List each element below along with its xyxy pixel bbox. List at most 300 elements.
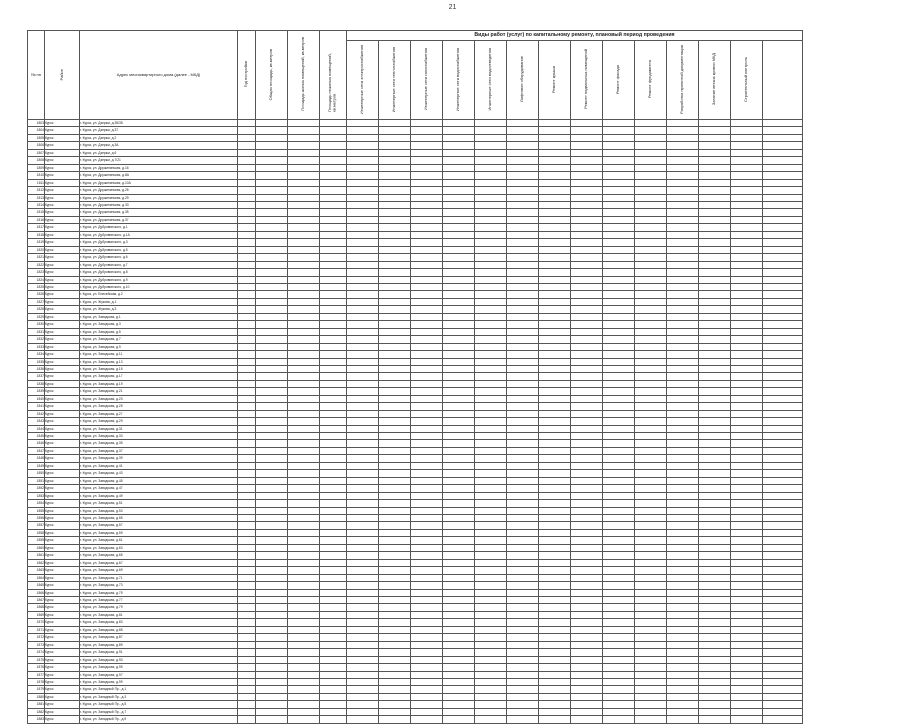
cell-work	[635, 351, 667, 358]
cell-work	[763, 529, 803, 536]
table-row	[28, 246, 803, 253]
cell-work	[731, 201, 763, 208]
cell-work	[635, 313, 667, 320]
cell-work	[443, 597, 475, 604]
cell-work	[603, 365, 635, 372]
cell-area	[256, 276, 288, 283]
cell-work	[411, 149, 443, 156]
cell-work	[411, 522, 443, 529]
cell-work	[763, 403, 803, 410]
cell-no: 1877	[28, 671, 45, 678]
cell-work	[379, 597, 411, 604]
cell-work	[635, 179, 667, 186]
cell-no: 1809	[28, 164, 45, 171]
cell-work	[635, 373, 667, 380]
cell-work	[603, 239, 635, 246]
cell-year	[238, 544, 256, 551]
cell-area	[256, 626, 288, 633]
cell-address: г. Курск, ул. Заводская, д.69	[80, 567, 238, 574]
cell-work	[571, 298, 603, 305]
cell-work	[603, 291, 635, 298]
cell-district: Курск	[45, 358, 80, 365]
cell-area-nonres	[320, 365, 347, 372]
cell-no: 1880	[28, 693, 45, 700]
cell-work	[731, 209, 763, 216]
cell-year	[238, 619, 256, 626]
cell-work	[603, 343, 635, 350]
cell-work	[507, 313, 539, 320]
cell-area-res	[288, 410, 320, 417]
cell-work	[507, 522, 539, 529]
col-header-area	[256, 31, 288, 120]
cell-year	[238, 276, 256, 283]
cell-work	[731, 291, 763, 298]
cell-work	[411, 231, 443, 238]
cell-address: г. Курск, ул. Дубровинского, д.1	[80, 224, 238, 231]
cell-work	[539, 261, 571, 268]
cell-work	[475, 142, 507, 149]
cell-work	[507, 664, 539, 671]
cell-area	[256, 209, 288, 216]
cell-work	[475, 604, 507, 611]
cell-work	[667, 626, 699, 633]
cell-work	[379, 283, 411, 290]
cell-work	[507, 410, 539, 417]
col-header-w8-label: Ремонт подвальных помещений	[583, 49, 589, 110]
cell-work	[347, 246, 379, 253]
cell-work	[763, 201, 803, 208]
cell-work	[507, 529, 539, 536]
cell-work	[443, 626, 475, 633]
cell-address: г. Курск, ул. Заводская, д.5	[80, 328, 238, 335]
cell-work	[731, 567, 763, 574]
cell-work	[411, 403, 443, 410]
cell-work	[507, 567, 539, 574]
cell-year	[238, 157, 256, 164]
col-header-w7-label: Ремонт крыши	[551, 65, 557, 93]
cell-address: г. Курск, ул. Заводская, д.9	[80, 343, 238, 350]
cell-work	[379, 246, 411, 253]
cell-work	[443, 358, 475, 365]
cell-work	[411, 351, 443, 358]
cell-work	[379, 269, 411, 276]
table-row	[28, 447, 803, 454]
cell-work	[379, 239, 411, 246]
cell-no: 1804	[28, 127, 45, 134]
cell-work	[443, 201, 475, 208]
cell-area-nonres	[320, 134, 347, 141]
cell-work	[475, 172, 507, 179]
cell-year	[238, 462, 256, 469]
cell-work	[443, 447, 475, 454]
cell-work	[667, 172, 699, 179]
register-body	[28, 120, 803, 724]
cell-address: г. Курск, ул. Заводская, д.43	[80, 470, 238, 477]
cell-year	[238, 187, 256, 194]
cell-work	[347, 403, 379, 410]
cell-no: 1815	[28, 209, 45, 216]
table-row	[28, 626, 803, 633]
cell-work	[763, 276, 803, 283]
cell-area-res	[288, 239, 320, 246]
col-header-year	[238, 31, 256, 120]
cell-area	[256, 187, 288, 194]
cell-district: Курск	[45, 641, 80, 648]
cell-year	[238, 500, 256, 507]
cell-area	[256, 567, 288, 574]
cell-work	[443, 716, 475, 723]
cell-area-nonres	[320, 216, 347, 223]
cell-work	[539, 157, 571, 164]
cell-work	[699, 231, 731, 238]
cell-work	[347, 410, 379, 417]
cell-work	[347, 343, 379, 350]
cell-area-res	[288, 269, 320, 276]
cell-work	[635, 656, 667, 663]
cell-work	[763, 306, 803, 313]
cell-work	[731, 254, 763, 261]
cell-work	[571, 313, 603, 320]
cell-work	[443, 172, 475, 179]
cell-area-nonres	[320, 224, 347, 231]
cell-work	[699, 187, 731, 194]
cell-work	[347, 582, 379, 589]
cell-work	[571, 373, 603, 380]
cell-area-nonres	[320, 149, 347, 156]
cell-work	[539, 604, 571, 611]
table-row	[28, 678, 803, 685]
cell-area-res	[288, 656, 320, 663]
cell-district: Курск	[45, 708, 80, 715]
cell-area-res	[288, 298, 320, 305]
col-header-area-res	[288, 31, 320, 120]
cell-work	[731, 485, 763, 492]
cell-area	[256, 708, 288, 715]
cell-district: Курск	[45, 611, 80, 618]
cell-work	[731, 552, 763, 559]
cell-address: г. Курск, ул. Дружининская, д.29	[80, 194, 238, 201]
cell-work	[571, 261, 603, 268]
cell-area-res	[288, 306, 320, 313]
cell-work	[443, 582, 475, 589]
cell-work	[443, 209, 475, 216]
cell-work	[539, 283, 571, 290]
cell-year	[238, 127, 256, 134]
cell-work	[507, 120, 539, 127]
cell-work	[731, 172, 763, 179]
cell-area-res	[288, 276, 320, 283]
table-row	[28, 179, 803, 186]
cell-work	[699, 678, 731, 685]
cell-work	[635, 567, 667, 574]
cell-work	[507, 254, 539, 261]
cell-work	[635, 529, 667, 536]
cell-work	[443, 529, 475, 536]
cell-work	[411, 209, 443, 216]
cell-work	[635, 582, 667, 589]
cell-work	[699, 164, 731, 171]
cell-work	[507, 239, 539, 246]
cell-work	[731, 298, 763, 305]
cell-work	[667, 641, 699, 648]
cell-work	[411, 157, 443, 164]
cell-area-nonres	[320, 664, 347, 671]
cell-work	[731, 388, 763, 395]
cell-work	[667, 209, 699, 216]
cell-work	[475, 283, 507, 290]
cell-work	[411, 388, 443, 395]
cell-work	[571, 492, 603, 499]
cell-work	[763, 440, 803, 447]
cell-area-nonres	[320, 611, 347, 618]
cell-work	[667, 231, 699, 238]
cell-work	[699, 336, 731, 343]
cell-district: Курск	[45, 365, 80, 372]
cell-year	[238, 492, 256, 499]
cell-area-res	[288, 388, 320, 395]
table-row	[28, 686, 803, 693]
cell-work	[635, 276, 667, 283]
cell-area-res	[288, 246, 320, 253]
cell-area-nonres	[320, 194, 347, 201]
cell-area-res	[288, 701, 320, 708]
cell-work	[667, 582, 699, 589]
cell-work	[763, 388, 803, 395]
cell-work	[731, 425, 763, 432]
cell-work	[411, 298, 443, 305]
cell-work	[347, 671, 379, 678]
cell-district: Курск	[45, 149, 80, 156]
cell-work	[347, 552, 379, 559]
cell-address: г. Курск, ул. Заводская, д.25	[80, 403, 238, 410]
cell-area-nonres	[320, 425, 347, 432]
cell-work	[379, 306, 411, 313]
cell-work	[667, 447, 699, 454]
cell-no: 1865	[28, 582, 45, 589]
cell-work	[539, 485, 571, 492]
cell-work	[763, 574, 803, 581]
table-row	[28, 656, 803, 663]
cell-work	[731, 336, 763, 343]
cell-work	[635, 194, 667, 201]
cell-year	[238, 433, 256, 440]
cell-work	[635, 336, 667, 343]
cell-work	[667, 515, 699, 522]
cell-work	[411, 462, 443, 469]
cell-area	[256, 433, 288, 440]
cell-work	[411, 201, 443, 208]
cell-work	[347, 269, 379, 276]
cell-work	[347, 157, 379, 164]
cell-work	[763, 254, 803, 261]
cell-work	[699, 120, 731, 127]
cell-work	[731, 656, 763, 663]
cell-work	[667, 567, 699, 574]
cell-work	[699, 567, 731, 574]
cell-work	[347, 179, 379, 186]
cell-work	[699, 388, 731, 395]
cell-work	[411, 611, 443, 618]
cell-work	[347, 254, 379, 261]
cell-work	[539, 358, 571, 365]
cell-year	[238, 574, 256, 581]
cell-year	[238, 172, 256, 179]
cell-work	[443, 574, 475, 581]
cell-district: Курск	[45, 634, 80, 641]
cell-year	[238, 477, 256, 484]
cell-area-res	[288, 574, 320, 581]
cell-work	[539, 239, 571, 246]
cell-work	[539, 455, 571, 462]
cell-area-res	[288, 231, 320, 238]
cell-work	[635, 164, 667, 171]
cell-address: г. Курск, ул. Заводская, д.17	[80, 373, 238, 380]
cell-area	[256, 201, 288, 208]
cell-no: 1845	[28, 433, 45, 440]
cell-work	[507, 641, 539, 648]
cell-work	[603, 336, 635, 343]
cell-work	[443, 321, 475, 328]
cell-no: 1850	[28, 470, 45, 477]
cell-work	[667, 261, 699, 268]
cell-area	[256, 529, 288, 536]
cell-work	[699, 515, 731, 522]
cell-no: 1803	[28, 120, 45, 127]
cell-district: Курск	[45, 142, 80, 149]
cell-work	[571, 231, 603, 238]
cell-work	[507, 134, 539, 141]
cell-work	[731, 269, 763, 276]
cell-work	[603, 358, 635, 365]
cell-work	[571, 604, 603, 611]
cell-work	[443, 619, 475, 626]
table-row	[28, 164, 803, 171]
cell-year	[238, 365, 256, 372]
cell-work	[699, 269, 731, 276]
cell-year	[238, 529, 256, 536]
cell-year	[238, 351, 256, 358]
cell-work	[347, 559, 379, 566]
cell-work	[475, 455, 507, 462]
cell-area	[256, 716, 288, 723]
cell-address: г. Курск, ул. Заводская, д.13	[80, 358, 238, 365]
cell-work	[635, 246, 667, 253]
table-row	[28, 224, 803, 231]
cell-work	[667, 701, 699, 708]
cell-work	[731, 701, 763, 708]
cell-work	[539, 291, 571, 298]
cell-work	[763, 328, 803, 335]
cell-address: г. Курск, ул. Дружининская, д.37	[80, 216, 238, 223]
table-row	[28, 671, 803, 678]
cell-work	[699, 626, 731, 633]
cell-work	[475, 298, 507, 305]
cell-work	[731, 120, 763, 127]
cell-work	[507, 611, 539, 618]
cell-work	[539, 671, 571, 678]
cell-work	[763, 693, 803, 700]
cell-work	[379, 500, 411, 507]
cell-year	[238, 343, 256, 350]
cell-address: г. Курск, ул. Заводская, д.45	[80, 477, 238, 484]
cell-work	[539, 425, 571, 432]
cell-work	[411, 567, 443, 574]
cell-work	[379, 216, 411, 223]
cell-area	[256, 306, 288, 313]
cell-no: 1812	[28, 187, 45, 194]
table-row	[28, 425, 803, 432]
cell-work	[603, 701, 635, 708]
cell-work	[475, 276, 507, 283]
cell-work	[667, 388, 699, 395]
cell-work	[347, 447, 379, 454]
cell-work	[475, 582, 507, 589]
cell-work	[347, 425, 379, 432]
cell-area	[256, 485, 288, 492]
cell-work	[475, 708, 507, 715]
cell-year	[238, 641, 256, 648]
cell-work	[603, 500, 635, 507]
cell-area-res	[288, 403, 320, 410]
cell-work	[603, 604, 635, 611]
cell-no: 1867	[28, 597, 45, 604]
table-row	[28, 574, 803, 581]
cell-work	[443, 433, 475, 440]
cell-area-res	[288, 544, 320, 551]
cell-area	[256, 157, 288, 164]
cell-area-nonres	[320, 261, 347, 268]
cell-work	[635, 470, 667, 477]
cell-work	[667, 313, 699, 320]
cell-work	[443, 425, 475, 432]
cell-work	[635, 224, 667, 231]
cell-work	[603, 127, 635, 134]
cell-district: Курск	[45, 626, 80, 633]
cell-work	[379, 149, 411, 156]
cell-work	[667, 507, 699, 514]
cell-work	[539, 656, 571, 663]
cell-work	[763, 358, 803, 365]
table-row	[28, 544, 803, 551]
cell-work	[731, 537, 763, 544]
cell-work	[731, 447, 763, 454]
cell-address: г. Курск, ул. Заводская, д.59	[80, 529, 238, 536]
cell-work	[411, 589, 443, 596]
cell-address: г. Курск, ул. Заводская, д.87	[80, 634, 238, 641]
cell-work	[603, 306, 635, 313]
cell-work	[539, 433, 571, 440]
cell-district: Курск	[45, 276, 80, 283]
cell-area	[256, 142, 288, 149]
cell-work	[347, 492, 379, 499]
cell-work	[507, 358, 539, 365]
table-row	[28, 201, 803, 208]
cell-work	[539, 537, 571, 544]
cell-work	[635, 269, 667, 276]
cell-work	[571, 276, 603, 283]
cell-work	[443, 283, 475, 290]
col-header-w14	[763, 41, 803, 120]
cell-work	[443, 462, 475, 469]
cell-area	[256, 261, 288, 268]
cell-work	[539, 649, 571, 656]
cell-work	[699, 552, 731, 559]
cell-area	[256, 231, 288, 238]
cell-area-nonres	[320, 201, 347, 208]
cell-work	[507, 597, 539, 604]
cell-work	[571, 634, 603, 641]
cell-no: 1875	[28, 656, 45, 663]
